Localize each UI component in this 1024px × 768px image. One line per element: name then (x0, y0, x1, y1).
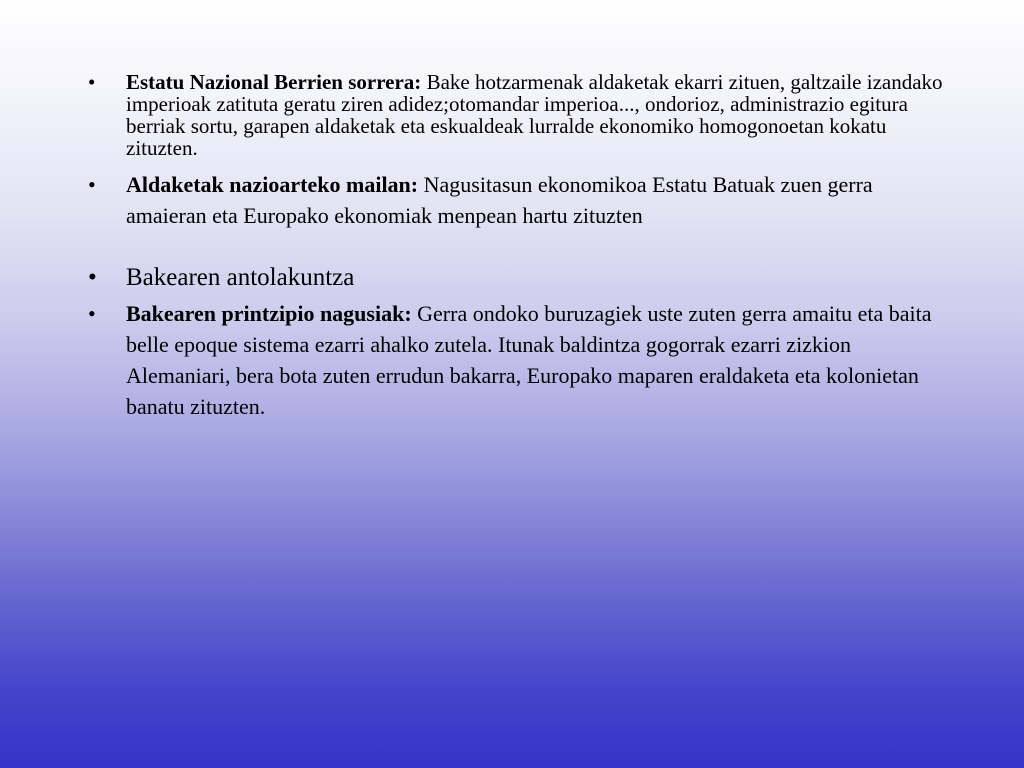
bullet-icon: • (88, 70, 96, 94)
bullet-text: Bake hotzarmenak aldaketak ekarri zituen, galtzaile izandako imperioak zatituta geratu ziren adidez;otomandar imperioa..., ondorioz, administrazio egitura berriak sortu, garapen aldaketak eta eskualdeak lurralde ekonomiko homogonoetan kokatu zituzten. (126, 70, 943, 160)
bullet-icon: • (88, 301, 96, 326)
bullet-item-bakearen-antolakuntza (88, 262, 948, 293)
bullet-text: Gerra ondoko buruzagiek uste zuten gerra amaitu eta baita belle epoque sistema ezarri ahalko zutela. Itunak baldintza gogorrak ezarri zizkion Alemaniari, bera bota zuten errudun bakarra, Europako maparen eraldaketa eta kolonietan banatu zituzten. (126, 301, 932, 419)
bullet-item-bakearen-printzipio (88, 298, 948, 422)
bullet-item-estatu-nazional (88, 71, 948, 159)
bullet-lead: Estatu Nazional Berrien sorrera: (126, 70, 422, 94)
bullet-text: Nagusitasun ekonomikoa Estatu Batuak zuen gerra amaieran eta Europako ekonomiak menpean hartu zituzten (126, 172, 873, 228)
bullet-icon: • (88, 264, 97, 291)
bullet-text: Bakearen antolakuntza (126, 264, 355, 291)
bullet-item-aldaketak (88, 169, 948, 231)
bullet-lead: Aldaketak nazioarteko mailan: (126, 172, 419, 197)
bullet-lead: Bakearen printzipio nagusiak: (126, 301, 412, 326)
bullet-icon: • (88, 172, 96, 197)
bullet-list (88, 71, 948, 422)
